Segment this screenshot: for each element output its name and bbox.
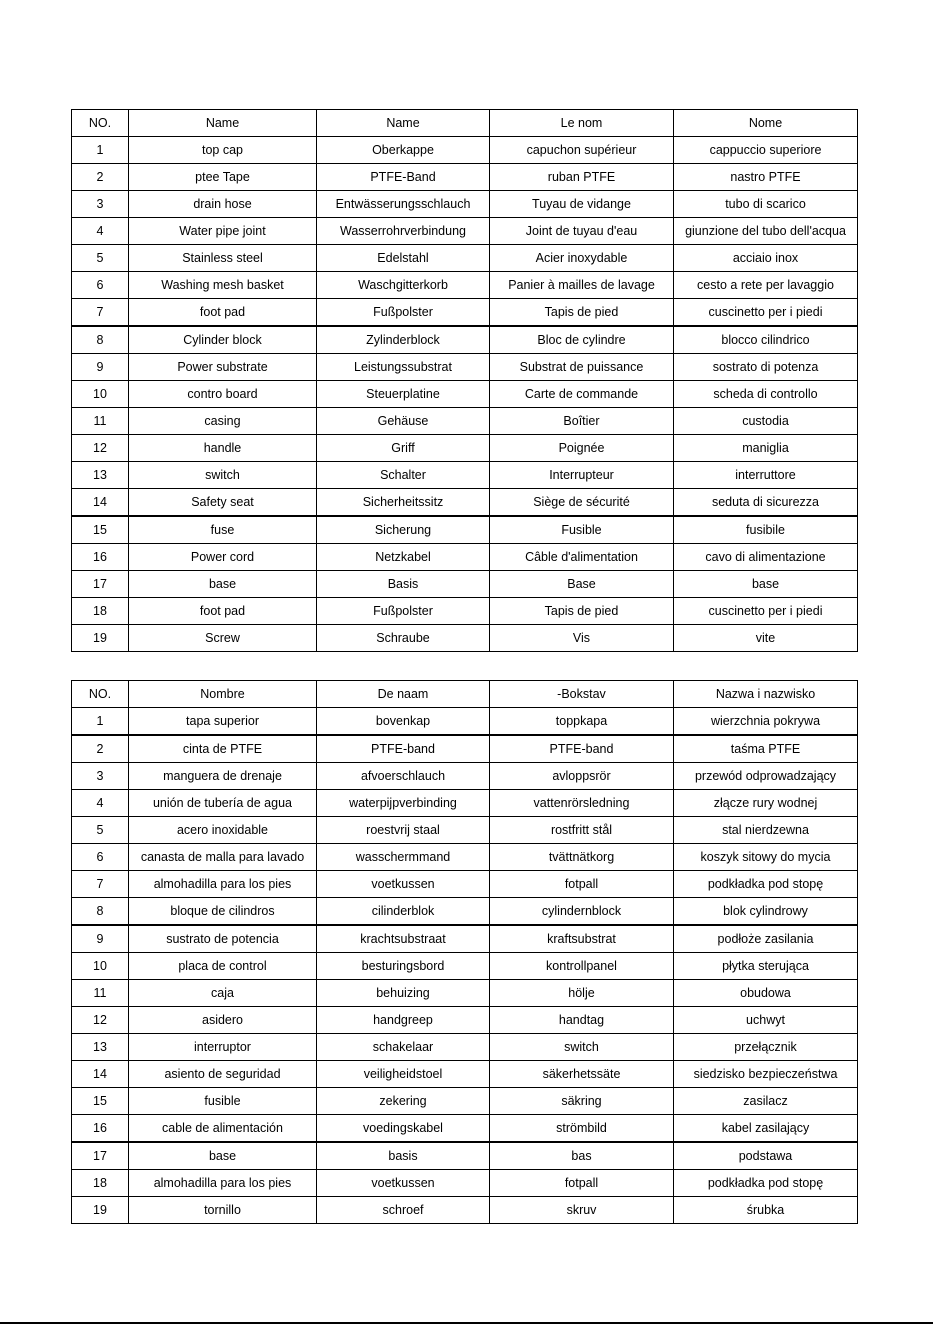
part-name-cell: Boîtier — [490, 408, 674, 435]
part-number-cell: 16 — [72, 544, 129, 571]
part-name-cell: sustrato de potencia — [129, 925, 317, 953]
table-row — [72, 763, 858, 790]
part-number-cell: 14 — [72, 489, 129, 517]
part-number-cell: 14 — [72, 1061, 129, 1088]
table-row — [72, 164, 858, 191]
part-name-cell: acero inoxidable — [129, 817, 317, 844]
part-name-cell: Câble d'alimentation — [490, 544, 674, 571]
part-name-cell: asiento de seguridad — [129, 1061, 317, 1088]
part-name-cell: fuse — [129, 516, 317, 544]
table-row — [72, 435, 858, 462]
part-name-cell: Zylinderblock — [317, 326, 490, 354]
table-row — [72, 1197, 858, 1224]
part-name-cell: Steuerplatine — [317, 381, 490, 408]
table-row — [72, 489, 858, 517]
part-name-cell: cilinderblok — [317, 898, 490, 926]
part-number-cell: 16 — [72, 1115, 129, 1143]
part-name-cell: wasschermmand — [317, 844, 490, 871]
part-name-cell: rostfritt stål — [490, 817, 674, 844]
header-language-3: -Bokstav — [490, 681, 674, 708]
part-name-cell: canasta de malla para lavado — [129, 844, 317, 871]
table-row — [72, 544, 858, 571]
part-name-cell: strömbild — [490, 1115, 674, 1143]
part-name-cell: almohadilla para los pies — [129, 1170, 317, 1197]
part-number-cell: 15 — [72, 1088, 129, 1115]
part-number-cell: 9 — [72, 354, 129, 381]
part-name-cell: blok cylindrowy — [674, 898, 858, 926]
header-language-3: Le nom — [490, 110, 674, 137]
part-name-cell: veiligheidstoel — [317, 1061, 490, 1088]
table-row — [72, 137, 858, 164]
part-name-cell: kontrollpanel — [490, 953, 674, 980]
part-name-cell: Bloc de cylindre — [490, 326, 674, 354]
part-name-cell: Water pipe joint — [129, 218, 317, 245]
part-name-cell: Cylinder block — [129, 326, 317, 354]
part-name-cell: säkerhetssäte — [490, 1061, 674, 1088]
part-name-cell: contro board — [129, 381, 317, 408]
part-name-cell: handgreep — [317, 1007, 490, 1034]
part-name-cell: podkładka pod stopę — [674, 1170, 858, 1197]
header-language-2: De naam — [317, 681, 490, 708]
part-name-cell: Safety seat — [129, 489, 317, 517]
part-number-cell: 17 — [72, 1142, 129, 1170]
table-row — [72, 1061, 858, 1088]
part-name-cell: Washing mesh basket — [129, 272, 317, 299]
header-number: NO. — [72, 681, 129, 708]
table-row — [72, 571, 858, 598]
table-row — [72, 299, 858, 327]
part-name-cell: maniglia — [674, 435, 858, 462]
part-name-cell: Waschgitterkorb — [317, 272, 490, 299]
part-name-cell: Edelstahl — [317, 245, 490, 272]
part-name-cell: podłoże zasilania — [674, 925, 858, 953]
table-row — [72, 817, 858, 844]
part-name-cell: Acier inoxydable — [490, 245, 674, 272]
table-row — [72, 1034, 858, 1061]
part-number-cell: 8 — [72, 326, 129, 354]
part-name-cell: Carte de commande — [490, 381, 674, 408]
part-number-cell: 10 — [72, 953, 129, 980]
part-name-cell: cappuccio superiore — [674, 137, 858, 164]
part-name-cell: bloque de cilindros — [129, 898, 317, 926]
table-row — [72, 1142, 858, 1170]
table-row — [72, 245, 858, 272]
part-name-cell: siedzisko bezpieczeństwa — [674, 1061, 858, 1088]
part-name-cell: placa de control — [129, 953, 317, 980]
parts-table-body — [72, 110, 858, 652]
part-number-cell: 9 — [72, 925, 129, 953]
part-name-cell: podkładka pod stopę — [674, 871, 858, 898]
part-name-cell: zasilacz — [674, 1088, 858, 1115]
part-name-cell: Sicherheitssitz — [317, 489, 490, 517]
part-number-cell: 5 — [72, 817, 129, 844]
table-row — [72, 1170, 858, 1197]
part-name-cell: Power cord — [129, 544, 317, 571]
header-number: NO. — [72, 110, 129, 137]
part-name-cell: złącze rury wodnej — [674, 790, 858, 817]
part-name-cell: przewód odprowadzający — [674, 763, 858, 790]
table-row — [72, 898, 858, 926]
table-header-row — [72, 681, 858, 708]
part-name-cell: śrubka — [674, 1197, 858, 1224]
part-name-cell: Poignée — [490, 435, 674, 462]
part-name-cell: Screw — [129, 625, 317, 652]
part-name-cell: cuscinetto per i piedi — [674, 598, 858, 625]
part-number-cell: 7 — [72, 871, 129, 898]
part-name-cell: scheda di controllo — [674, 381, 858, 408]
table-row — [72, 462, 858, 489]
part-name-cell: ruban PTFE — [490, 164, 674, 191]
part-name-cell: Vis — [490, 625, 674, 652]
part-name-cell: Sicherung — [317, 516, 490, 544]
part-number-cell: 7 — [72, 299, 129, 327]
part-number-cell: 6 — [72, 844, 129, 871]
part-name-cell: vattenrörsledning — [490, 790, 674, 817]
table-row — [72, 1115, 858, 1143]
table-row — [72, 953, 858, 980]
table-row — [72, 354, 858, 381]
part-name-cell: switch — [490, 1034, 674, 1061]
part-name-cell: Entwässerungsschlauch — [317, 191, 490, 218]
part-name-cell: fusible — [129, 1088, 317, 1115]
part-name-cell: podstawa — [674, 1142, 858, 1170]
table-row — [72, 1007, 858, 1034]
part-name-cell: roestvrij staal — [317, 817, 490, 844]
part-name-cell: Base — [490, 571, 674, 598]
part-name-cell: cylindernblock — [490, 898, 674, 926]
table-row — [72, 191, 858, 218]
part-name-cell: Siège de sécurité — [490, 489, 674, 517]
part-number-cell: 17 — [72, 571, 129, 598]
table-row — [72, 408, 858, 435]
part-name-cell: Power substrate — [129, 354, 317, 381]
part-number-cell: 8 — [72, 898, 129, 926]
table-row — [72, 1088, 858, 1115]
table-row — [72, 381, 858, 408]
part-name-cell: krachtsubstraat — [317, 925, 490, 953]
parts-table-es-nl-sv-pl — [71, 680, 858, 1224]
part-name-cell: PTFE-Band — [317, 164, 490, 191]
part-name-cell: zekering — [317, 1088, 490, 1115]
part-name-cell: Leistungssubstrat — [317, 354, 490, 381]
header-language-4: Nazwa i nazwisko — [674, 681, 858, 708]
part-name-cell: płytka sterująca — [674, 953, 858, 980]
part-name-cell: kabel zasilający — [674, 1115, 858, 1143]
part-name-cell: giunzione del tubo dell'acqua — [674, 218, 858, 245]
part-number-cell: 19 — [72, 1197, 129, 1224]
part-name-cell: Basis — [317, 571, 490, 598]
table-header-row — [72, 110, 858, 137]
part-name-cell: taśma PTFE — [674, 735, 858, 763]
table-row — [72, 925, 858, 953]
part-name-cell: tapa superior — [129, 708, 317, 736]
part-name-cell: blocco cilindrico — [674, 326, 858, 354]
part-name-cell: tvättnätkorg — [490, 844, 674, 871]
part-name-cell: przełącznik — [674, 1034, 858, 1061]
part-name-cell: Interrupteur — [490, 462, 674, 489]
part-name-cell: cable de alimentación — [129, 1115, 317, 1143]
table-row — [72, 326, 858, 354]
table-row — [72, 735, 858, 763]
part-name-cell: tornillo — [129, 1197, 317, 1224]
part-number-cell: 6 — [72, 272, 129, 299]
table-row — [72, 844, 858, 871]
table-row — [72, 516, 858, 544]
part-name-cell: Griff — [317, 435, 490, 462]
part-number-cell: 4 — [72, 790, 129, 817]
part-name-cell: acciaio inox — [674, 245, 858, 272]
part-number-cell: 3 — [72, 763, 129, 790]
part-name-cell: base — [674, 571, 858, 598]
part-name-cell: cesto a rete per lavaggio — [674, 272, 858, 299]
part-name-cell: manguera de drenaje — [129, 763, 317, 790]
part-name-cell: base — [129, 571, 317, 598]
header-language-1: Nombre — [129, 681, 317, 708]
part-name-cell: Fußpolster — [317, 598, 490, 625]
part-name-cell: handle — [129, 435, 317, 462]
part-name-cell: hölje — [490, 980, 674, 1007]
part-name-cell: afvoerschlauch — [317, 763, 490, 790]
part-name-cell: cavo di alimentazione — [674, 544, 858, 571]
part-name-cell: bas — [490, 1142, 674, 1170]
part-name-cell: interruptor — [129, 1034, 317, 1061]
part-name-cell: fusibile — [674, 516, 858, 544]
part-name-cell: foot pad — [129, 299, 317, 327]
part-name-cell: seduta di sicurezza — [674, 489, 858, 517]
part-name-cell: kraftsubstrat — [490, 925, 674, 953]
header-language-4: Nome — [674, 110, 858, 137]
part-name-cell: PTFE-band — [317, 735, 490, 763]
part-number-cell: 4 — [72, 218, 129, 245]
part-name-cell: base — [129, 1142, 317, 1170]
part-name-cell: behuizing — [317, 980, 490, 1007]
part-name-cell: Schalter — [317, 462, 490, 489]
part-name-cell: Tuyau de vidange — [490, 191, 674, 218]
part-number-cell: 12 — [72, 435, 129, 462]
part-number-cell: 11 — [72, 980, 129, 1007]
part-number-cell: 10 — [72, 381, 129, 408]
header-language-1: Name — [129, 110, 317, 137]
table-row — [72, 598, 858, 625]
part-name-cell: schakelaar — [317, 1034, 490, 1061]
part-name-cell: voedingskabel — [317, 1115, 490, 1143]
part-name-cell: voetkussen — [317, 1170, 490, 1197]
part-name-cell: custodia — [674, 408, 858, 435]
part-name-cell: handtag — [490, 1007, 674, 1034]
part-name-cell: säkring — [490, 1088, 674, 1115]
parts-table-body — [72, 681, 858, 1224]
table-row — [72, 625, 858, 652]
part-name-cell: avloppsrör — [490, 763, 674, 790]
part-number-cell: 2 — [72, 164, 129, 191]
part-name-cell: cinta de PTFE — [129, 735, 317, 763]
part-name-cell: foot pad — [129, 598, 317, 625]
header-language-2: Name — [317, 110, 490, 137]
part-name-cell: ptee Tape — [129, 164, 317, 191]
part-name-cell: wierzchnia pokrywa — [674, 708, 858, 736]
part-name-cell: caja — [129, 980, 317, 1007]
part-name-cell: Oberkappe — [317, 137, 490, 164]
part-name-cell: drain hose — [129, 191, 317, 218]
part-number-cell: 19 — [72, 625, 129, 652]
part-name-cell: Substrat de puissance — [490, 354, 674, 381]
part-name-cell: Netzkabel — [317, 544, 490, 571]
part-number-cell: 2 — [72, 735, 129, 763]
part-name-cell: obudowa — [674, 980, 858, 1007]
part-name-cell: Tapis de pied — [490, 598, 674, 625]
part-name-cell: stal nierdzewna — [674, 817, 858, 844]
table-row — [72, 871, 858, 898]
part-number-cell: 1 — [72, 137, 129, 164]
part-name-cell: voetkussen — [317, 871, 490, 898]
part-name-cell: Fußpolster — [317, 299, 490, 327]
part-name-cell: tubo di scarico — [674, 191, 858, 218]
part-number-cell: 13 — [72, 1034, 129, 1061]
part-name-cell: basis — [317, 1142, 490, 1170]
part-name-cell: toppkapa — [490, 708, 674, 736]
part-name-cell: koszyk sitowy do mycia — [674, 844, 858, 871]
table-row — [72, 218, 858, 245]
part-name-cell: top cap — [129, 137, 317, 164]
part-name-cell: Wasserrohrverbindung — [317, 218, 490, 245]
part-number-cell: 11 — [72, 408, 129, 435]
part-name-cell: casing — [129, 408, 317, 435]
part-name-cell: bovenkap — [317, 708, 490, 736]
part-name-cell: cuscinetto per i piedi — [674, 299, 858, 327]
part-name-cell: besturingsbord — [317, 953, 490, 980]
part-name-cell: fotpall — [490, 1170, 674, 1197]
part-name-cell: Fusible — [490, 516, 674, 544]
part-name-cell: switch — [129, 462, 317, 489]
parts-table-en-de-fr-it — [71, 109, 858, 652]
part-name-cell: Tapis de pied — [490, 299, 674, 327]
part-name-cell: sostrato di potenza — [674, 354, 858, 381]
part-name-cell: skruv — [490, 1197, 674, 1224]
part-name-cell: schroef — [317, 1197, 490, 1224]
part-name-cell: nastro PTFE — [674, 164, 858, 191]
part-name-cell: almohadilla para los pies — [129, 871, 317, 898]
part-name-cell: Schraube — [317, 625, 490, 652]
part-number-cell: 3 — [72, 191, 129, 218]
part-name-cell: uchwyt — [674, 1007, 858, 1034]
part-name-cell: capuchon supérieur — [490, 137, 674, 164]
part-number-cell: 15 — [72, 516, 129, 544]
part-number-cell: 1 — [72, 708, 129, 736]
table-row — [72, 790, 858, 817]
part-name-cell: interruttore — [674, 462, 858, 489]
part-name-cell: Panier à mailles de lavage — [490, 272, 674, 299]
part-name-cell: asidero — [129, 1007, 317, 1034]
table-row — [72, 980, 858, 1007]
part-name-cell: vite — [674, 625, 858, 652]
table-row — [72, 272, 858, 299]
part-number-cell: 13 — [72, 462, 129, 489]
part-name-cell: PTFE-band — [490, 735, 674, 763]
part-number-cell: 18 — [72, 598, 129, 625]
part-name-cell: waterpijpverbinding — [317, 790, 490, 817]
part-name-cell: Stainless steel — [129, 245, 317, 272]
part-number-cell: 18 — [72, 1170, 129, 1197]
part-name-cell: Gehäuse — [317, 408, 490, 435]
table-row — [72, 708, 858, 736]
part-name-cell: fotpall — [490, 871, 674, 898]
part-name-cell: unión de tubería de agua — [129, 790, 317, 817]
part-number-cell: 12 — [72, 1007, 129, 1034]
part-number-cell: 5 — [72, 245, 129, 272]
part-name-cell: Joint de tuyau d'eau — [490, 218, 674, 245]
